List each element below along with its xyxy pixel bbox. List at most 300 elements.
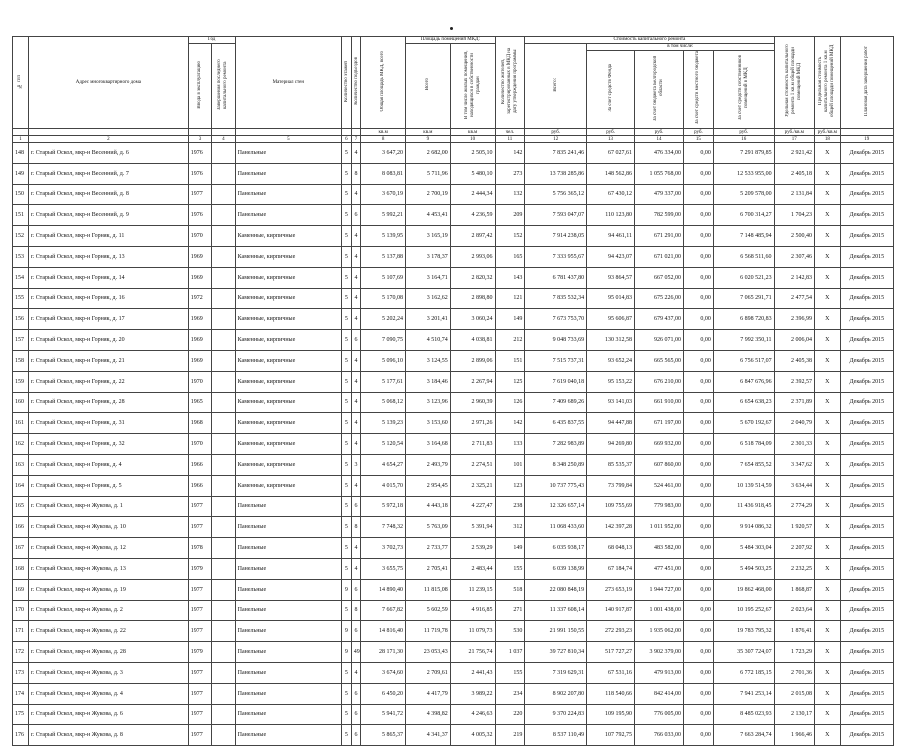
table-cell: 7 835 532,34 <box>525 288 587 309</box>
table-cell: 6 <box>351 496 361 517</box>
table-cell: X <box>815 642 841 663</box>
table-cell: Панельные <box>235 704 342 725</box>
table-cell: Панельные <box>235 496 342 517</box>
table-cell: 130 312,58 <box>587 330 635 351</box>
table-cell: X <box>815 434 841 455</box>
header-premises-residential: В том числе жилых помещений, находящихся в собственности граждан <box>450 44 495 129</box>
table-cell: 4 654,27 <box>361 454 406 475</box>
table-cell: Каменные, кирпичные <box>235 392 342 413</box>
table-cell: 1977 <box>188 184 211 205</box>
table-cell: 5 <box>342 558 352 579</box>
table-cell: 5 120,54 <box>361 434 406 455</box>
table-cell: 170 <box>13 600 29 621</box>
table-cell: 165 <box>13 496 29 517</box>
table-cell: 5 <box>342 143 352 164</box>
table-cell: 5 711,96 <box>406 163 451 184</box>
table-cell: 4 <box>351 184 361 205</box>
table-cell: г. Старый Оскол, мкр-н Жукова, д. 12 <box>28 538 188 559</box>
table-cell: 8 <box>351 517 361 538</box>
table-cell: 5 <box>342 371 352 392</box>
table-cell: Панельные <box>235 642 342 663</box>
table-cell: 209 <box>495 205 525 226</box>
table-cell: X <box>815 454 841 475</box>
table-cell: 5 <box>342 330 352 351</box>
table-cell: 234 <box>495 683 525 704</box>
table-cell: Каменные, кирпичные <box>235 475 342 496</box>
table-cell: 1966 <box>188 454 211 475</box>
table-cell: X <box>815 246 841 267</box>
table-cell: 5 484 303,04 <box>713 538 774 559</box>
column-numbers-row <box>13 136 894 143</box>
col-number-cell-1: 1 <box>13 136 29 143</box>
col-number-cell-11: 11 <box>495 136 525 143</box>
table-cell: 5 139,23 <box>361 413 406 434</box>
table-cell: 6 781 437,80 <box>525 267 587 288</box>
col-number-cell-8: 8 <box>361 136 406 143</box>
table-cell: X <box>815 350 841 371</box>
table-cell: 157 <box>13 330 29 351</box>
table-cell: 7 409 689,26 <box>525 392 587 413</box>
table-cell: 11 068 433,60 <box>525 517 587 538</box>
table-cell: 0,00 <box>684 350 714 371</box>
units-row <box>13 129 894 136</box>
table-row <box>13 392 894 413</box>
table-cell: 2 493,79 <box>406 454 451 475</box>
table-cell: 8 <box>351 163 361 184</box>
table-cell: г. Старый Оскол, мкр-н Жукова, д. 4 <box>28 683 188 704</box>
table-cell: г. Старый Оскол, мкр-н Жукова, д. 10 <box>28 517 188 538</box>
table-cell <box>212 267 235 288</box>
table-cell: 3 670,19 <box>361 184 406 205</box>
table-cell: Декабрь 2015 <box>840 163 893 184</box>
table-cell: 0,00 <box>684 184 714 205</box>
table-cell: Каменные, кирпичные <box>235 246 342 267</box>
table-row <box>13 475 894 496</box>
table-cell: Декабрь 2015 <box>840 600 893 621</box>
table-cell: 271 <box>495 600 525 621</box>
unit-cell-6 <box>342 129 352 136</box>
table-cell: Декабрь 2015 <box>840 558 893 579</box>
table-cell: 5 <box>342 725 352 746</box>
table-cell: 3 153,60 <box>406 413 451 434</box>
table-cell: 7 282 983,89 <box>525 434 587 455</box>
table-cell: 0,00 <box>684 662 714 683</box>
table-cell: г. Старый Оскол, мкр-н Весенний, д. 9 <box>28 205 188 226</box>
table-cell: 73 799,84 <box>587 475 635 496</box>
unit-cell-8: кв.м <box>361 129 406 136</box>
table-cell: 0,00 <box>684 579 714 600</box>
table-cell: 85 535,37 <box>587 454 635 475</box>
table-cell: 126 <box>495 392 525 413</box>
table-cell: 2 960,39 <box>450 392 495 413</box>
table-cell: 11 239,15 <box>450 579 495 600</box>
table-cell: 9 048 733,69 <box>525 330 587 351</box>
table-cell: 3 178,37 <box>406 246 451 267</box>
table-cell: 5 494 503,25 <box>713 558 774 579</box>
table-cell: 1977 <box>188 725 211 746</box>
table-row <box>13 143 894 164</box>
table-row <box>13 558 894 579</box>
table-cell: г. Старый Оскол, мкр-н Жукова, д. 13 <box>28 558 188 579</box>
table-cell: 238 <box>495 496 525 517</box>
table-cell: 1977 <box>188 496 211 517</box>
table-cell: Декабрь 2015 <box>840 434 893 455</box>
header-cost-total: Всего: <box>525 44 587 129</box>
table-cell: X <box>815 579 841 600</box>
table-cell: 4 <box>351 309 361 330</box>
table-cell: г. Старый Оскол, мкр-н Горняк, д. 11 <box>28 226 188 247</box>
table-row <box>13 496 894 517</box>
unit-cell-17: руб./кв.м <box>774 129 814 136</box>
table-cell: X <box>815 163 841 184</box>
table-cell: 3 165,19 <box>406 226 451 247</box>
table-cell: 4 005,32 <box>450 725 495 746</box>
table-cell: X <box>815 517 841 538</box>
table-cell: 1 001 438,00 <box>635 600 684 621</box>
table-cell: Декабрь 2015 <box>840 662 893 683</box>
table-cell: Декабрь 2015 <box>840 704 893 725</box>
table-cell: 172 <box>13 642 29 663</box>
table-cell: Декабрь 2015 <box>840 246 893 267</box>
table-cell: 2 301,33 <box>774 434 814 455</box>
col-number-cell-17: 17 <box>774 136 814 143</box>
header-year-commissioning: Ввода в эксплуатацию <box>188 44 211 129</box>
table-cell: 2 733,77 <box>406 538 451 559</box>
table-cell: 5 670 192,67 <box>713 413 774 434</box>
table-cell: 3 164,68 <box>406 434 451 455</box>
table-cell: 1978 <box>188 538 211 559</box>
table-cell: 95 153,22 <box>587 371 635 392</box>
unit-cell-9: кв.м <box>406 129 451 136</box>
unit-cell-16: руб. <box>713 129 774 136</box>
table-cell: 273 653,19 <box>587 579 635 600</box>
table-cell: 4 398,82 <box>406 704 451 725</box>
unit-cell-3 <box>188 129 211 136</box>
table-cell: Панельные <box>235 184 342 205</box>
table-cell: 11 337 608,14 <box>525 600 587 621</box>
table-cell: 667 052,00 <box>635 267 684 288</box>
table-cell: X <box>815 184 841 205</box>
table-cell: 6 700 314,27 <box>713 205 774 226</box>
table-row <box>13 309 894 330</box>
table-cell: 4 <box>351 475 361 496</box>
table-cell: 2 701,36 <box>774 662 814 683</box>
table-cell: г. Старый Оскол, мкр-н Жукова, д. 8 <box>28 725 188 746</box>
table-cell: 150 <box>13 184 29 205</box>
table-cell <box>212 392 235 413</box>
table-cell: 2 232,25 <box>774 558 814 579</box>
table-cell: 7 941 253,14 <box>713 683 774 704</box>
header-residents: Количество жителей, зарегистрированных в МКД на дату утверждения программы <box>495 37 525 129</box>
table-cell: 7 619 040,18 <box>525 371 587 392</box>
table-cell: г. Старый Оскол, мкр-н Горняк, д. 17 <box>28 309 188 330</box>
table-row <box>13 184 894 205</box>
table-cell: 2 405,18 <box>774 163 814 184</box>
table-cell: 4 417,79 <box>406 683 451 704</box>
table-row <box>13 205 894 226</box>
table-row <box>13 621 894 642</box>
table-cell: г. Старый Оскол, мкр-н Жукова, д. 22 <box>28 621 188 642</box>
table-cell: 2 325,21 <box>450 475 495 496</box>
table-cell: 4 453,41 <box>406 205 451 226</box>
table-cell: Каменные, кирпичные <box>235 330 342 351</box>
table-row <box>13 725 894 746</box>
table-cell: 5 <box>342 517 352 538</box>
table-cell: 476 334,00 <box>635 143 684 164</box>
table-cell: X <box>815 413 841 434</box>
table-cell: 4 <box>351 350 361 371</box>
table-cell: г. Старый Оскол, мкр-н Горняк, д. 13 <box>28 246 188 267</box>
header-premises-group: Площадь помещений МКД: <box>406 37 495 44</box>
table-cell: X <box>815 475 841 496</box>
header-cost-local: За счет средств местного бюджета <box>684 51 714 129</box>
table-cell: 1977 <box>188 683 211 704</box>
table-cell: X <box>815 704 841 725</box>
table-cell: 21 991 150,55 <box>525 621 587 642</box>
table-cell: Каменные, кирпичные <box>235 226 342 247</box>
table-cell: 1966 <box>188 475 211 496</box>
table-cell: 5 865,37 <box>361 725 406 746</box>
table-cell: X <box>815 496 841 517</box>
table-cell: 133 <box>495 434 525 455</box>
table-cell: Каменные, кирпичные <box>235 350 342 371</box>
table-cell: 5 170,08 <box>361 288 406 309</box>
table-cell: 165 <box>495 246 525 267</box>
table-cell: 8 902 207,80 <box>525 683 587 704</box>
table-cell: 11 436 918,45 <box>713 496 774 517</box>
table-cell: 6 020 521,23 <box>713 267 774 288</box>
table-row <box>13 350 894 371</box>
table-cell: 3 647,20 <box>361 143 406 164</box>
table-cell: 6 435 837,55 <box>525 413 587 434</box>
table-cell: 1 704,23 <box>774 205 814 226</box>
table-cell: 5 <box>342 454 352 475</box>
table-cell: 5 202,24 <box>361 309 406 330</box>
table-cell: 93 652,24 <box>587 350 635 371</box>
table-cell: 479 913,00 <box>635 662 684 683</box>
table-cell: 1979 <box>188 642 211 663</box>
table-cell: 6 039 138,99 <box>525 558 587 579</box>
table-cell <box>212 309 235 330</box>
table-cell: 7 148 485,94 <box>713 226 774 247</box>
table-cell: 4 510,74 <box>406 330 451 351</box>
unit-cell-10: кв.м <box>450 129 495 136</box>
table-cell: 0,00 <box>684 538 714 559</box>
table-cell: 7 835 241,46 <box>525 143 587 164</box>
table-cell: г. Старый Оскол, мкр-н Жукова, д. 2 <box>28 600 188 621</box>
table-cell: 5 480,10 <box>450 163 495 184</box>
table-cell: Декабрь 2015 <box>840 621 893 642</box>
table-cell: 5 <box>342 683 352 704</box>
header-address: Адрес многоквартирного дома <box>28 37 188 129</box>
table-cell: 2 774,29 <box>774 496 814 517</box>
table-cell: 5 <box>342 205 352 226</box>
table-cell: 671 291,00 <box>635 226 684 247</box>
table-cell: 166 <box>13 517 29 538</box>
table-cell: 95 014,83 <box>587 288 635 309</box>
table-cell: 2 441,43 <box>450 662 495 683</box>
table-cell: 2 405,38 <box>774 350 814 371</box>
col-number-cell-13: 13 <box>587 136 635 143</box>
table-cell: 5 763,09 <box>406 517 451 538</box>
table-cell: 3 902 379,00 <box>635 642 684 663</box>
col-number-cell-12: 12 <box>525 136 587 143</box>
table-cell: 671 021,00 <box>635 246 684 267</box>
table-cell: Декабрь 2015 <box>840 371 893 392</box>
table-cell: 1 935 062,00 <box>635 621 684 642</box>
table-cell: 2 477,54 <box>774 288 814 309</box>
table-cell <box>212 496 235 517</box>
table-cell: 5 139,95 <box>361 226 406 247</box>
table-cell: 1970 <box>188 371 211 392</box>
table-cell: X <box>815 309 841 330</box>
table-row <box>13 600 894 621</box>
table-cell: 5 <box>342 600 352 621</box>
table-cell: 2 898,80 <box>450 288 495 309</box>
table-cell <box>212 662 235 683</box>
table-cell: 7 515 737,31 <box>525 350 587 371</box>
table-cell: 2 142,83 <box>774 267 814 288</box>
table-cell: 161 <box>13 413 29 434</box>
table-cell: 679 437,00 <box>635 309 684 330</box>
table-cell: 5 <box>342 350 352 371</box>
table-cell: 6 <box>351 579 361 600</box>
table-cell: 3 162,62 <box>406 288 451 309</box>
table-cell: 1 723,29 <box>774 642 814 663</box>
table-cell: 5 <box>342 475 352 496</box>
table-cell: 2 700,19 <box>406 184 451 205</box>
table-cell: Панельные <box>235 143 342 164</box>
table-cell <box>212 600 235 621</box>
table-cell <box>212 475 235 496</box>
table-cell <box>212 246 235 267</box>
table-cell: 125 <box>495 371 525 392</box>
table-cell: 0,00 <box>684 683 714 704</box>
table-cell: 35 307 724,07 <box>713 642 774 663</box>
table-cell: 158 <box>13 350 29 371</box>
table-cell: 9 914 086,32 <box>713 517 774 538</box>
table-cell: 149 <box>13 163 29 184</box>
table-cell: 148 562,86 <box>587 163 635 184</box>
table-cell: Декабрь 2015 <box>840 267 893 288</box>
table-cell: 162 <box>13 434 29 455</box>
unit-cell-7 <box>351 129 361 136</box>
table-cell: 21 756,74 <box>450 642 495 663</box>
table-cell: 1977 <box>188 600 211 621</box>
table-cell: 675 226,00 <box>635 288 684 309</box>
col-number-cell-2: 2 <box>28 136 188 143</box>
table-cell: 132 <box>495 184 525 205</box>
table-cell: 0,00 <box>684 642 714 663</box>
table-cell: 1969 <box>188 267 211 288</box>
table-cell: 3 201,41 <box>406 309 451 330</box>
header-year-completion: Завершения последнего капитального ремонта <box>212 44 235 129</box>
table-cell <box>212 143 235 164</box>
table-cell: 156 <box>13 309 29 330</box>
table-cell <box>212 579 235 600</box>
table-cell: 661 910,00 <box>635 392 684 413</box>
table-cell: 1972 <box>188 288 211 309</box>
table-cell: Панельные <box>235 517 342 538</box>
table-cell: 93 864,57 <box>587 267 635 288</box>
table-cell: 3 674,60 <box>361 662 406 683</box>
table-cell: 142 <box>495 413 525 434</box>
table-cell: 607 860,00 <box>635 454 684 475</box>
table-cell: 155 <box>495 558 525 579</box>
table-cell: 4 038,81 <box>450 330 495 351</box>
table-cell: 4 <box>351 226 361 247</box>
table-cell: 4 <box>351 371 361 392</box>
table-cell: Декабрь 2015 <box>840 143 893 164</box>
table-cell: 5 <box>342 246 352 267</box>
table-cell: 3 347,62 <box>774 454 814 475</box>
table-cell: X <box>815 621 841 642</box>
table-cell: Декабрь 2015 <box>840 725 893 746</box>
table-row <box>13 288 894 309</box>
table-cell: 0,00 <box>684 621 714 642</box>
table-cell: 2 444,34 <box>450 184 495 205</box>
table-row <box>13 642 894 663</box>
table-cell: X <box>815 725 841 746</box>
table-cell: 67 531,16 <box>587 662 635 683</box>
table-cell: 4 <box>351 413 361 434</box>
table-cell: Декабрь 2015 <box>840 413 893 434</box>
table-cell: 118 540,66 <box>587 683 635 704</box>
table-cell: 4 <box>351 267 361 288</box>
table-cell: 3 123,96 <box>406 392 451 413</box>
table-cell: 67 027,61 <box>587 143 635 164</box>
table-cell: 67 184,74 <box>587 558 635 579</box>
table-cell: 6 <box>351 205 361 226</box>
table-cell: 2 820,32 <box>450 267 495 288</box>
table-cell: Каменные, кирпичные <box>235 454 342 475</box>
table-cell: 2 705,41 <box>406 558 451 579</box>
table-cell: Декабрь 2015 <box>840 538 893 559</box>
table-cell: 1968 <box>188 413 211 434</box>
table-cell: 143 <box>495 267 525 288</box>
table-cell: Каменные, кирпичные <box>235 267 342 288</box>
table-cell: 5 602,59 <box>406 600 451 621</box>
table-cell: 142 397,28 <box>587 517 635 538</box>
table-cell: 0,00 <box>684 413 714 434</box>
table-cell: 7 090,75 <box>361 330 406 351</box>
table-cell: 3 184,46 <box>406 371 451 392</box>
table-row <box>13 267 894 288</box>
table-row <box>13 683 894 704</box>
col-number-cell-15: 15 <box>684 136 714 143</box>
table-cell: 7 673 753,70 <box>525 309 587 330</box>
table-cell: 518 <box>495 579 525 600</box>
table-cell: Декабрь 2015 <box>840 288 893 309</box>
table-cell: 4 <box>351 392 361 413</box>
table-cell: 153 <box>13 246 29 267</box>
table-cell: Декабрь 2015 <box>840 475 893 496</box>
table-cell: 1 876,41 <box>774 621 814 642</box>
table-cell: 5 <box>342 662 352 683</box>
table-row <box>13 413 894 434</box>
table-cell: 0,00 <box>684 725 714 746</box>
table-cell: 671 197,00 <box>635 413 684 434</box>
table-cell: 3 124,55 <box>406 350 451 371</box>
table-cell: 1 037 <box>495 642 525 663</box>
table-cell: 9 <box>342 621 352 642</box>
unit-cell-11: чел. <box>495 129 525 136</box>
table-cell: Декабрь 2015 <box>840 205 893 226</box>
header-year-group: Год <box>188 37 235 44</box>
table-cell: г. Старый Оскол, мкр-н Горняк, д. 21 <box>28 350 188 371</box>
table-cell: 2 207,92 <box>774 538 814 559</box>
table-cell: 212 <box>495 330 525 351</box>
